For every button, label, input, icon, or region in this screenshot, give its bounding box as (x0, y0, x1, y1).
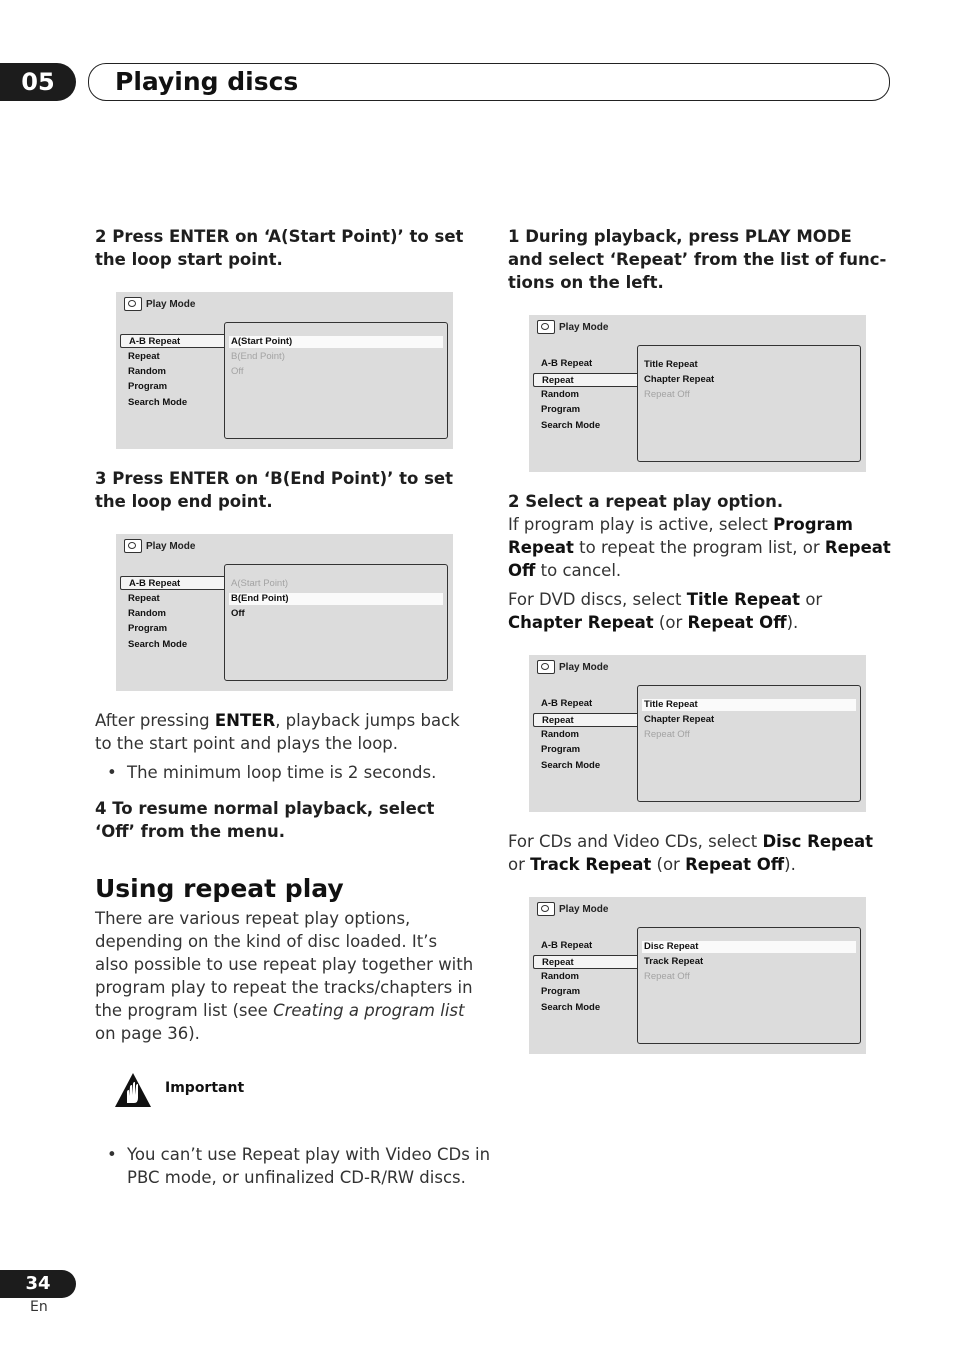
chapter-header (88, 63, 890, 101)
osd-option: Title Repeat (644, 359, 698, 370)
osd-menu-item: Program (128, 623, 168, 634)
disc-menu-icon (124, 297, 142, 311)
disc-menu-icon (537, 660, 555, 674)
osd-menu-item: A-B Repeat (120, 576, 224, 590)
osd-option: Disc Repeat (642, 941, 856, 953)
disc-menu-icon (537, 902, 555, 916)
cd-repeat-paragraph: For CDs and Video CDs, select Disc Repeat or Track Repeat (or Repeat Off). (508, 832, 874, 874)
osd-options-panel (637, 927, 861, 1044)
osd-menu-item: Random (541, 729, 579, 740)
osd-option: Track Repeat (644, 956, 704, 967)
disc-menu-icon (537, 320, 555, 334)
page-number: 34 (0, 1270, 76, 1298)
osd-header: Play Mode (537, 902, 608, 916)
osd-option: Off (231, 608, 245, 619)
program-repeat-paragraph: If program play is active, select Program Repeat to repeat the program list, or Repeat Off to cancel. (508, 515, 891, 580)
osd-menu-item: Search Mode (541, 1002, 601, 1013)
step-1-play-mode: 1 During playback, press PLAY MODE and select ‘Repeat’ from the list of func- tions on the left. (508, 227, 887, 292)
step-2-select-option: 2 Select a repeat play option. (508, 492, 784, 511)
osd-option: Repeat Off (644, 389, 690, 400)
step-4-resume: 4 To resume normal playback, select ‘Off’ from the menu. (95, 799, 435, 841)
osd-screen-dvd-repeat (529, 655, 866, 812)
osd-option: Repeat Off (644, 729, 690, 740)
after-enter-paragraph: After pressing ENTER, playback jumps back to the start point and plays the loop. (95, 711, 460, 753)
osd-menu-item: Program (541, 404, 581, 415)
osd-menu-item: A-B Repeat (541, 698, 593, 709)
osd-option: A(Start Point) (231, 578, 289, 589)
osd-menu-item: Search Mode (541, 420, 601, 431)
osd-screen-cd-repeat (529, 897, 866, 1054)
step-3-end-point: 3 Press ENTER on ‘B(End Point)’ to set the loop end point. (95, 469, 454, 511)
osd-menu-item: Program (541, 986, 581, 997)
osd-screen-ab-start (116, 292, 453, 449)
osd-option: Off (231, 366, 244, 377)
osd-menu-item: Random (128, 608, 166, 619)
osd-screen-repeat (529, 315, 866, 472)
osd-menu-item: Search Mode (128, 639, 188, 650)
important-label: Important (165, 1080, 245, 1096)
osd-option: Chapter Repeat (644, 374, 715, 385)
disc-menu-icon (124, 539, 142, 553)
page-language: En (30, 1299, 48, 1315)
osd-option: B(End Point) (229, 593, 443, 605)
important-warning-icon (114, 1072, 152, 1108)
bullet-min-loop: • The minimum loop time is 2 seconds. (95, 761, 512, 784)
osd-menu-item: Search Mode (128, 397, 188, 408)
osd-header: Play Mode (124, 539, 195, 553)
osd-menu-item: Repeat (128, 593, 160, 604)
osd-menu-item: Random (541, 971, 579, 982)
osd-option: Repeat Off (644, 971, 690, 982)
osd-menu-item: Search Mode (541, 760, 601, 771)
step-2-start-point: 2 Press ENTER on ‘A(Start Point)’ to set the loop start point. (95, 227, 464, 269)
osd-header: Play Mode (537, 320, 608, 334)
osd-option: Title Repeat (642, 699, 856, 711)
osd-menu-item: Repeat (533, 713, 637, 727)
osd-menu-item: Program (128, 381, 168, 392)
osd-option: B(End Point) (231, 351, 285, 362)
section-title: Using repeat play (95, 874, 344, 903)
osd-screen-ab-end (116, 534, 453, 691)
dvd-repeat-paragraph: For DVD discs, select Title Repeat or Chapter Repeat (or Repeat Off). (508, 590, 823, 632)
osd-menu-item: Repeat (533, 373, 637, 387)
osd-option: A(Start Point) (229, 336, 443, 348)
osd-option: Chapter Repeat (644, 714, 715, 725)
osd-menu-item: Random (541, 389, 579, 400)
section-intro: There are various repeat play options, depending on the kind of disc loaded. It’s also possible to use repeat play together with program play to repeat the tracks/chapters in the program list (see Creating a program list on page 36). (95, 909, 474, 1043)
osd-menu-item: A-B Repeat (541, 358, 593, 369)
osd-options-panel (224, 322, 448, 439)
osd-menu-item: Repeat (533, 955, 637, 969)
osd-menu-item: A-B Repeat (541, 940, 593, 951)
chapter-title: Playing discs (115, 67, 299, 96)
osd-menu-item: Program (541, 744, 581, 755)
osd-header: Play Mode (124, 297, 195, 311)
osd-menu-item: A-B Repeat (120, 334, 224, 348)
osd-options-panel (637, 345, 861, 462)
osd-options-panel (637, 685, 861, 802)
bullet-important-note: • You can’t use Repeat play with Video CDs in PBC mode, or unfinalized CD-R/RW discs. (95, 1143, 507, 1189)
osd-menu-item: Random (128, 366, 166, 377)
chapter-number: 05 (0, 63, 76, 101)
osd-header: Play Mode (537, 660, 608, 674)
osd-options-panel (224, 564, 448, 681)
osd-menu-item: Repeat (128, 351, 160, 362)
